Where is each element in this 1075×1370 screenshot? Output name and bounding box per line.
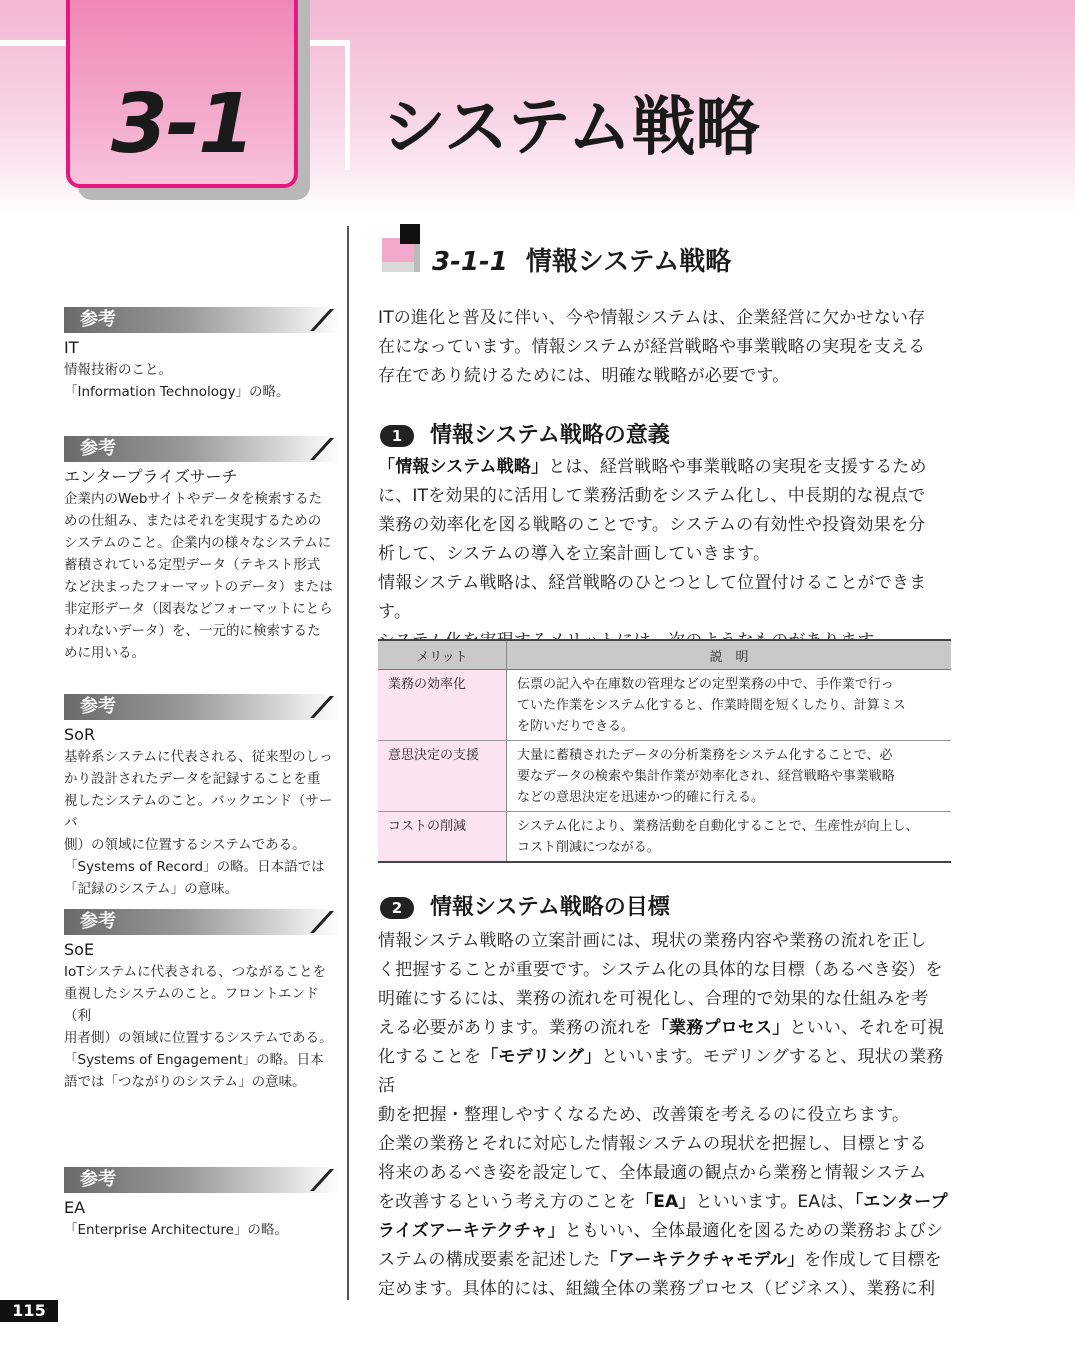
section-title: [432, 244, 731, 280]
term-business-process: 「業務プロセス」: [651, 1018, 790, 1038]
reference-term: SoR: [64, 725, 96, 744]
reference-label: 参考: [64, 909, 339, 935]
table-row: [378, 812, 951, 863]
reference-term: IT: [64, 338, 79, 357]
slash-icon: [310, 696, 334, 718]
chapter-number: 3-1: [110, 77, 254, 172]
slash-icon: [310, 309, 334, 331]
term-ea: 「EA」: [636, 1192, 696, 1212]
slash-icon: [310, 438, 334, 460]
reference-note-it: [64, 307, 339, 403]
reference-description: 情報技術のこと。 「Information Technology」の略。: [64, 362, 290, 400]
table-cell-description: システム化により、業務活動を自動化することで、生産性が向上し、 コスト削減につながる。: [507, 812, 952, 863]
table-cell-merit: コストの削減: [378, 812, 507, 863]
subsection-title: 情報システム戦略の目標: [430, 895, 670, 920]
table-cell-merit: 意思決定の支援: [378, 741, 507, 812]
reference-label: 参考: [64, 436, 339, 462]
reference-description: 基幹系システムに代表される、従来型のしっ かり設計されたデータを記録することを重 視したシステムのこと。バックエンド（サーバ 側）の領域に位置するシステムである。 「Systems of Record」の略。日本語では 「記録のシステム」の意味。: [64, 749, 333, 897]
subsection-title: 情報システム戦略の意義: [430, 423, 670, 448]
section-title-text: 情報システム戦略: [525, 247, 732, 277]
slash-icon: [310, 911, 334, 933]
significance-paragraph: 「情報システム戦略」とは、経営戦略や事業戦略の実現を支援するため に、ITを効果的に活用して業務活動をシステム化し、中長期的な視点で 業務の効率化を図る戦略のことです。システムの有効性や投資効果を分 析して、システムの導入を立案計画していきます。 情報システム戦略は、経営戦略のひとつとして位置付けることができます。: [378, 457, 927, 622]
table-header-description: 説 明: [507, 640, 952, 670]
reference-description: IoTシステムに代表される、つながることを 重視したシステムのこと。フロントエンド（利 用者側）の領域に位置するシステムである。 「Systems of Engagement」の略。日本 語では「つながりのシステム」の意味。: [64, 964, 333, 1090]
term-enterprise-architecture: 「エンタープ ライズアーキテクチャ」: [378, 1192, 948, 1241]
intro-paragraph: ITの進化と普及に伴い、今や情報システムは、企業経営に欠かせない存 在になっています。情報システムが経営戦略や事業戦略の実現を支える 存在であり続けるためには、明確な戦略が必要です。: [378, 308, 926, 386]
reference-note-soe: [64, 909, 339, 1093]
reference-term: EA: [64, 1198, 86, 1217]
merit-table: [378, 639, 951, 863]
subsection-badge: 2: [380, 897, 414, 919]
goal-paragraph: 情報システム戦略の立案計画には、現状の業務内容や業務の流れを正し く把握することが重要です。システム化の具体的な目標（あるべき姿）を 明確にするには、業務の流れを可視化し、合理的で効果的な仕組みを考 える必要があります。業務の流れを「業務プロセス」といい、それを可視 化することを「モデリング」といいます。モデリングすると、現状の業務活 動を把握・整理しやすくなるため、改善策を考えるのに役立ちます。 企業の業務とそれに対応した情報システムの現状を把握し、目標とする 将来のあるべき姿を設定して、全体最適の観点から業務と情報システム を改善するという考え方のことを「EA」といいます。EAは、「エンタープ ライズアーキテクチャ」ともいい、全体最適化を図るための業務およびシ ステムの構成要素を記述した「アーキテクチャモデル」を作成して目標を 定めます。具体的には、組織全体の業務プロセス（ビジネス）、業務に利: [378, 931, 948, 1299]
header-divider: [345, 40, 350, 170]
section-number: 3-1-1: [432, 247, 508, 277]
reference-description: 企業内のWebサイトやデータを検索するた めの仕組み、またはそれを実現するための システムのこと。企業内の様々なシステムに 蓄積されている定型データ（テキスト形式 など決まったフォーマットのデータ）または 非定形データ（図表などフォーマットにとら われないデータ）を、一元的に検索するた めに用いる。: [64, 491, 333, 661]
term-architecture-model: 「アーキテクチャモデル」: [600, 1250, 805, 1270]
reference-note-sor: [64, 694, 339, 900]
page-number: 115: [0, 1300, 58, 1322]
section-square-icon: [380, 222, 424, 274]
subsection-badge: 1: [380, 425, 414, 447]
reference-note-enterprise-search: [64, 436, 339, 664]
reference-term: SoE: [64, 940, 95, 959]
table-cell-description: 伝票の記入や在庫数の管理などの定型業務の中で、手作業で行っ ていた作業をシステム化すると、作業時間を短くしたり、計算ミス を防いだりできる。: [507, 670, 952, 741]
table-header-merit: メリット: [378, 640, 507, 670]
table-cell-description: 大量に蓄積されたデータの分析業務をシステム化することで、必 要なデータの検索や集計作業が効率化され、経営戦略や事業戦略 などの意思決定を迅速かつ的確に行える。: [507, 741, 952, 812]
table-row: [378, 741, 951, 812]
table-cell-merit: 業務の効率化: [378, 670, 507, 741]
reference-term: エンタープライズサーチ: [64, 467, 238, 486]
reference-label: 参考: [64, 307, 339, 333]
term-modeling: 「モデリング」: [481, 1047, 602, 1067]
slash-icon: [310, 1169, 334, 1191]
chapter-title: システム戦略: [382, 91, 760, 165]
table-row: [378, 670, 951, 741]
reference-description: 「Enterprise Architecture」の略。: [64, 1222, 288, 1238]
column-divider: [347, 226, 349, 1300]
term-information-system-strategy: 「情報システム戦略」: [378, 457, 549, 477]
table-header-row: [378, 640, 951, 670]
reference-label: 参考: [64, 694, 339, 720]
reference-note-ea: [64, 1167, 339, 1241]
reference-label: 参考: [64, 1167, 339, 1193]
